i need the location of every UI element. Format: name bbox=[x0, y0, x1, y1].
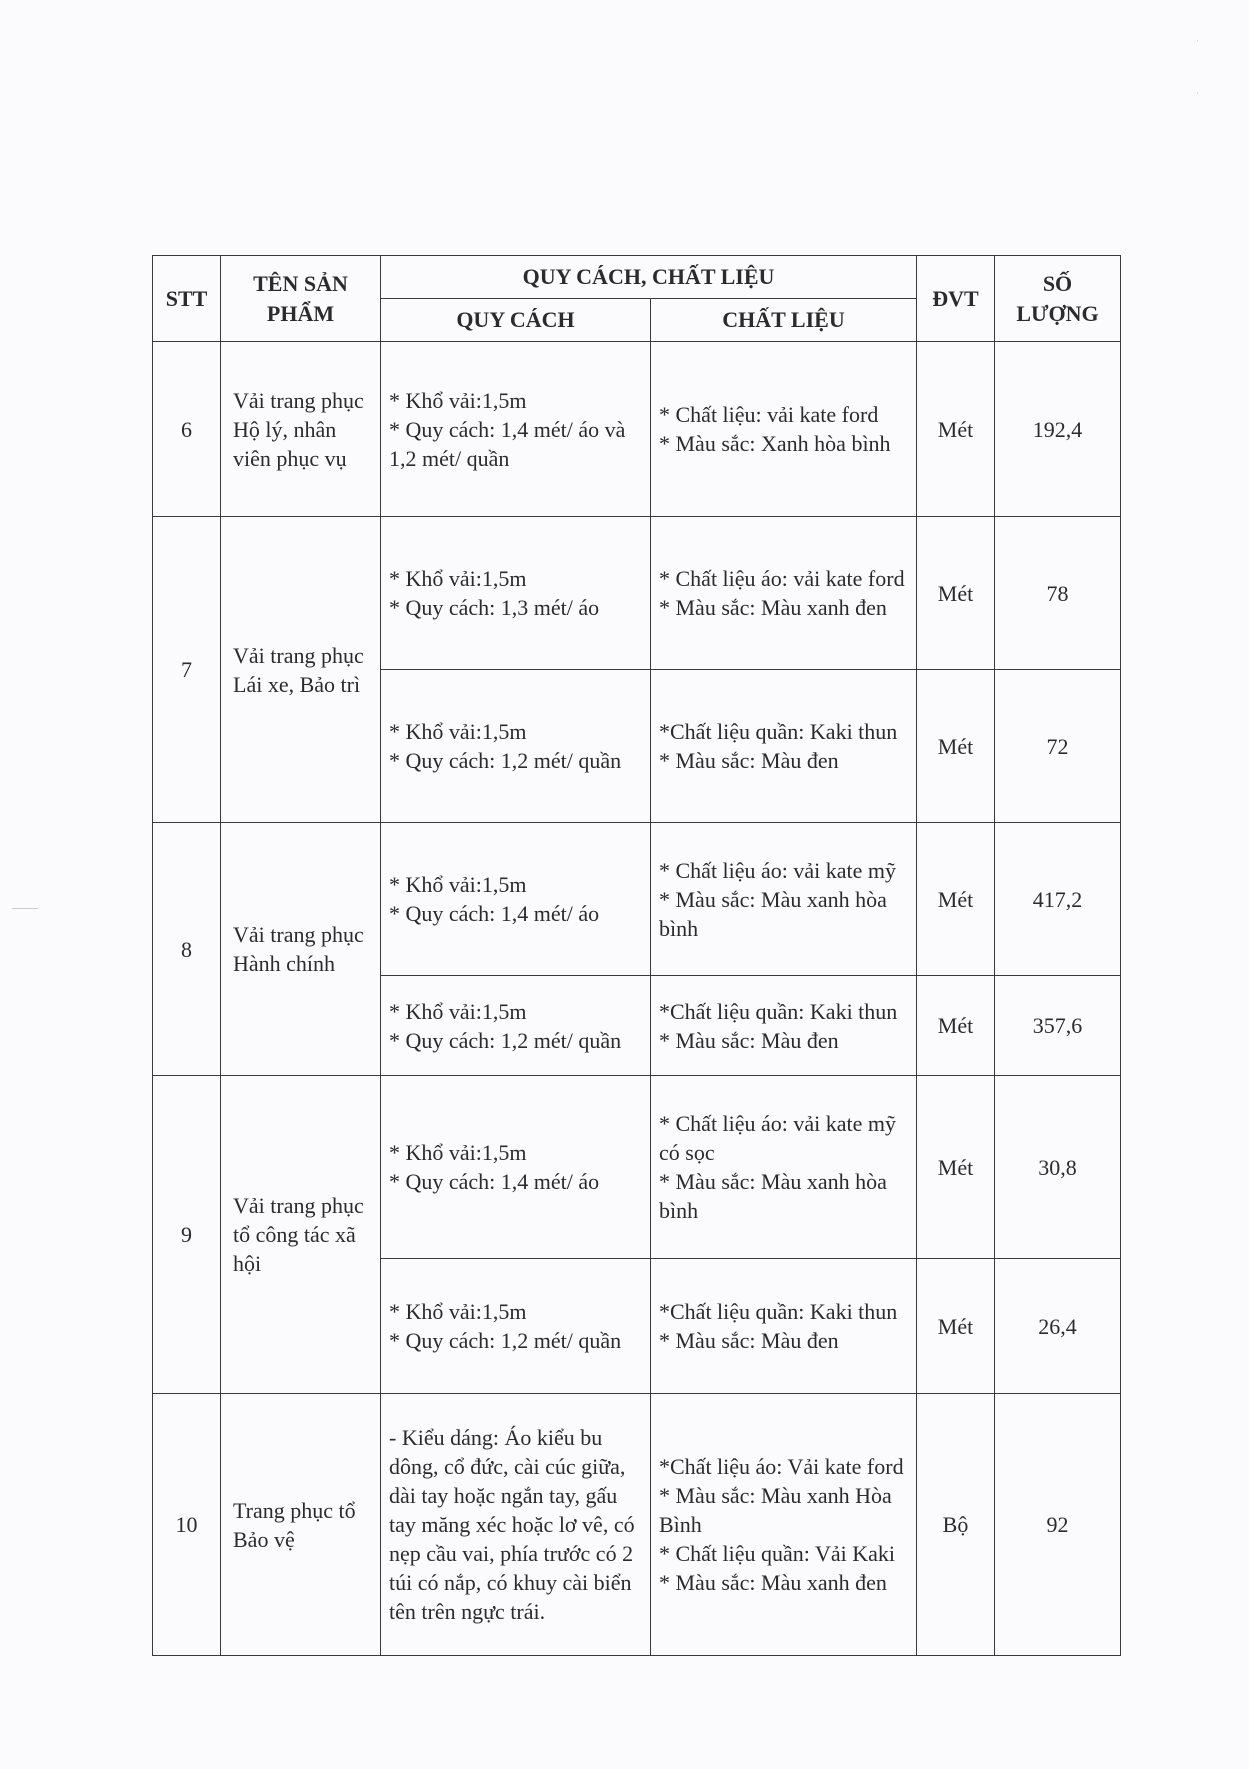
row-material: *Chất liệu quần: Kaki thun * Màu sắc: Màu đen bbox=[651, 1259, 917, 1394]
row-material: *Chất liệu quần: Kaki thun * Màu sắc: Màu đen bbox=[651, 670, 917, 823]
header-spec-group: QUY CÁCH, CHẤT LIỆU bbox=[381, 256, 917, 299]
row-product-name: Trang phục tổ Bảo vệ bbox=[221, 1394, 381, 1656]
row-quantity: 357,6 bbox=[995, 976, 1121, 1076]
row-product-name: Vải trang phục Hành chính bbox=[221, 823, 381, 1076]
row-unit: Mét bbox=[917, 342, 995, 517]
product-spec-table bbox=[152, 255, 1121, 1656]
header-spec: QUY CÁCH bbox=[381, 299, 651, 342]
table-row bbox=[153, 823, 1121, 976]
row-stt: 10 bbox=[153, 1394, 221, 1656]
row-spec: * Khổ vải:1,5m * Quy cách: 1,2 mét/ quần bbox=[381, 976, 651, 1076]
header-stt: STT bbox=[153, 256, 221, 342]
row-product-name: Vải trang phục Lái xe, Bảo trì bbox=[221, 517, 381, 823]
row-quantity: 30,8 bbox=[995, 1076, 1121, 1259]
scan-speck: ˙ bbox=[1195, 92, 1200, 103]
row-stt: 9 bbox=[153, 1076, 221, 1394]
row-product-name: Vải trang phục Hộ lý, nhân viên phục vụ bbox=[221, 342, 381, 517]
row-quantity: 72 bbox=[995, 670, 1121, 823]
row-spec: * Khổ vải:1,5m * Quy cách: 1,2 mét/ quần bbox=[381, 670, 651, 823]
row-quantity: 78 bbox=[995, 517, 1121, 670]
row-stt: 8 bbox=[153, 823, 221, 1076]
row-unit: Mét bbox=[917, 1076, 995, 1259]
row-material: * Chất liệu: vải kate ford * Màu sắc: Xanh hòa bình bbox=[651, 342, 917, 517]
row-material: * Chất liệu áo: vải kate mỹ có sọc * Màu sắc: Màu xanh hòa bình bbox=[651, 1076, 917, 1259]
row-unit: Mét bbox=[917, 823, 995, 976]
row-quantity: 26,4 bbox=[995, 1259, 1121, 1394]
table-row bbox=[153, 517, 1121, 670]
row-product-name: Vải trang phục tổ công tác xã hội bbox=[221, 1076, 381, 1394]
header-product-name: TÊN SẢN PHẨM bbox=[221, 256, 381, 342]
scan-speck: ˙ bbox=[1195, 40, 1200, 51]
row-unit: Mét bbox=[917, 517, 995, 670]
row-stt: 6 bbox=[153, 342, 221, 517]
row-unit: Mét bbox=[917, 670, 995, 823]
table-row bbox=[153, 1076, 1121, 1259]
row-unit: Mét bbox=[917, 1259, 995, 1394]
row-material: *Chất liệu quần: Kaki thun * Màu sắc: Màu đen bbox=[651, 976, 917, 1076]
row-quantity: 192,4 bbox=[995, 342, 1121, 517]
table-row bbox=[153, 1394, 1121, 1656]
scan-mark-left bbox=[12, 908, 38, 909]
table-row bbox=[153, 342, 1121, 517]
row-spec: * Khổ vải:1,5m * Quy cách: 1,3 mét/ áo bbox=[381, 517, 651, 670]
row-material: * Chất liệu áo: vải kate ford * Màu sắc: Màu xanh đen bbox=[651, 517, 917, 670]
row-spec: * Khổ vải:1,5m * Quy cách: 1,4 mét/ áo và 1,2 mét/ quần bbox=[381, 342, 651, 517]
row-quantity: 92 bbox=[995, 1394, 1121, 1656]
row-spec: * Khổ vải:1,5m * Quy cách: 1,4 mét/ áo bbox=[381, 823, 651, 976]
row-stt: 7 bbox=[153, 517, 221, 823]
row-spec: * Khổ vải:1,5m * Quy cách: 1,4 mét/ áo bbox=[381, 1076, 651, 1259]
header-quantity: SỐ LƯỢNG bbox=[995, 256, 1121, 342]
row-material: * Chất liệu áo: vải kate mỹ * Màu sắc: Màu xanh hòa bình bbox=[651, 823, 917, 976]
row-quantity: 417,2 bbox=[995, 823, 1121, 976]
row-unit: Mét bbox=[917, 976, 995, 1076]
row-material: *Chất liệu áo: Vải kate ford * Màu sắc: Màu xanh Hòa Bình * Chất liệu quần: Vải Kaki * Màu sắc: Màu xanh đen bbox=[651, 1394, 917, 1656]
row-spec: * Khổ vải:1,5m * Quy cách: 1,2 mét/ quần bbox=[381, 1259, 651, 1394]
row-spec: - Kiểu dáng: Áo kiểu bu dông, cổ đức, cài cúc giữa, dài tay hoặc ngắn tay, gấu tay măng xéc hoặc lơ vê, có nẹp cầu vai, phía trước có 2 túi có nắp, có khuy cài biển tên trên ngực trái. bbox=[381, 1394, 651, 1656]
header-unit: ĐVT bbox=[917, 256, 995, 342]
header-material: CHẤT LIỆU bbox=[651, 299, 917, 342]
row-unit: Bộ bbox=[917, 1394, 995, 1656]
